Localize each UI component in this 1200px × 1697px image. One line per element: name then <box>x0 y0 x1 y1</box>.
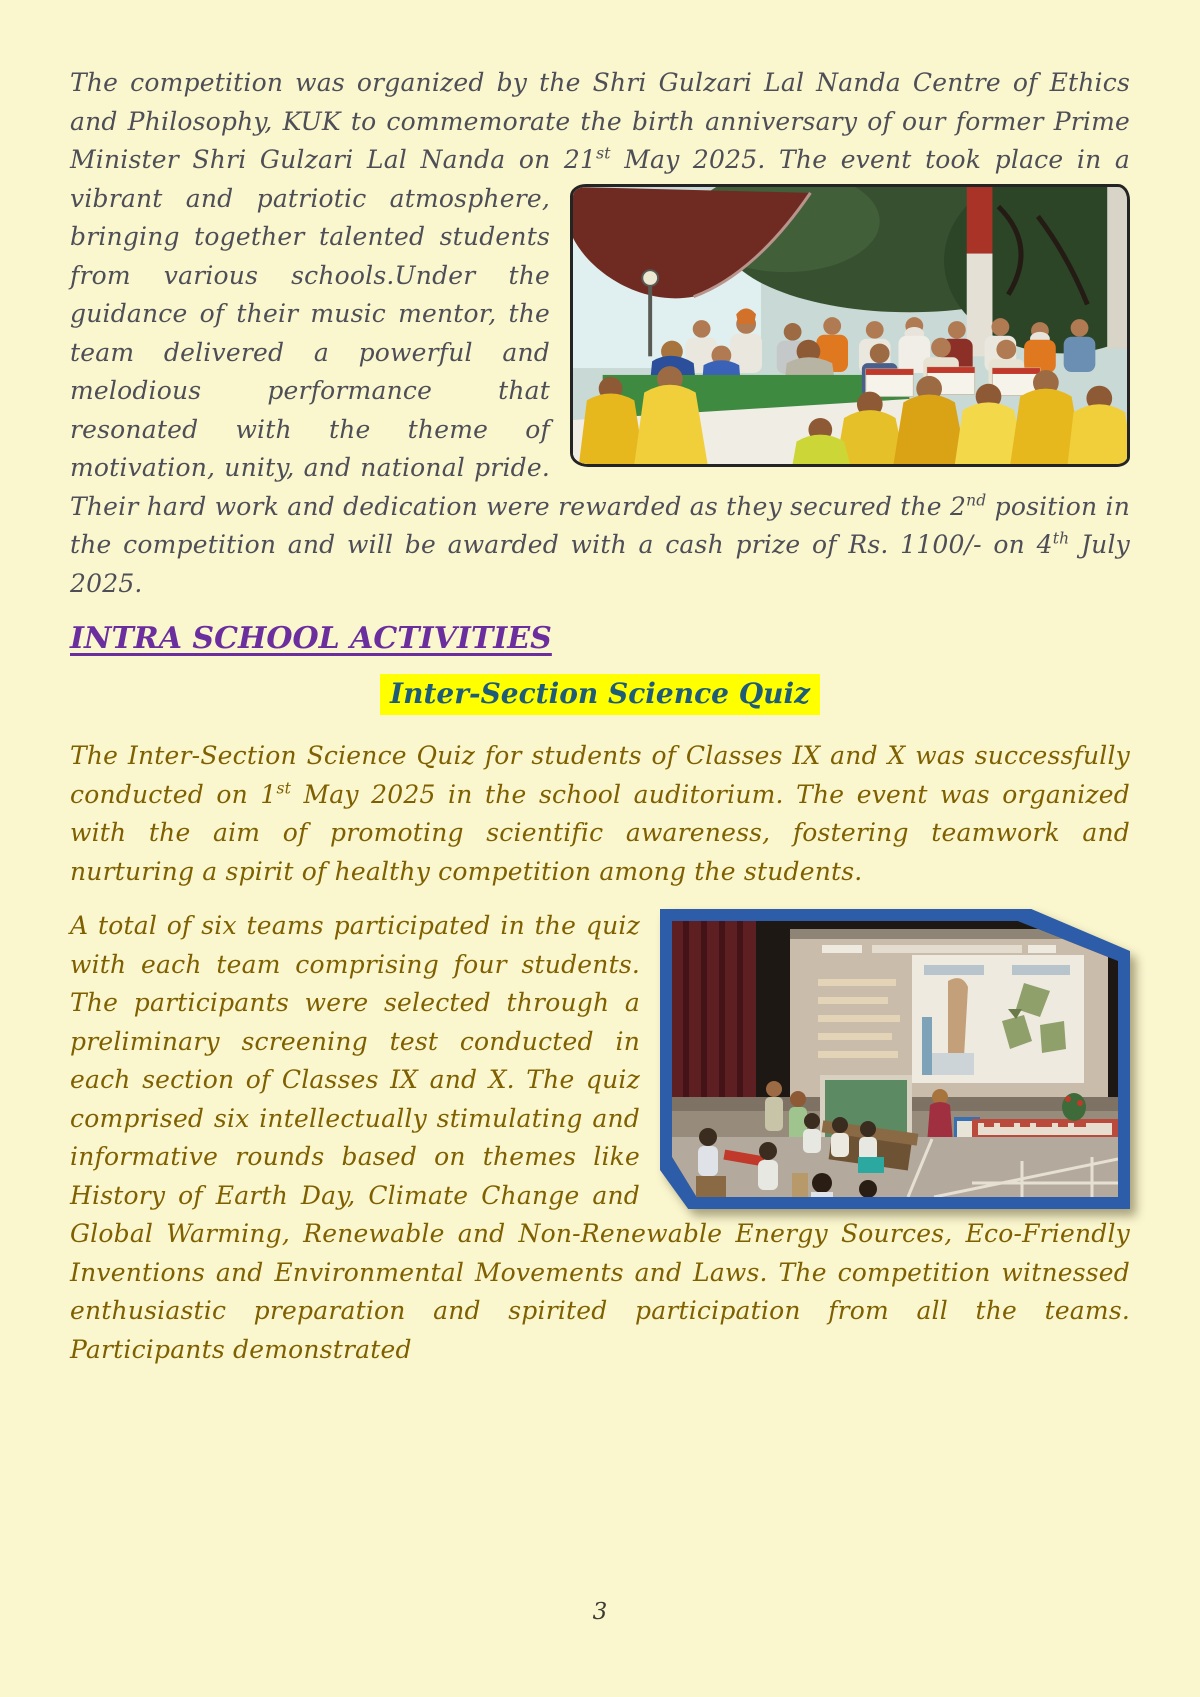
quiz-heading-row <box>70 674 1130 715</box>
quiz-heading-highlight: Inter-Section Science Quiz <box>380 674 820 715</box>
intro-text-seg3: position in the competition and will be awarded with a cash prize of Rs. 1100/- on 4 <box>70 491 1130 559</box>
intro-sup-st: st <box>596 144 611 163</box>
page-number: 3 <box>592 1599 608 1625</box>
quiz-text-seg1: The Inter-Section Science Quiz for students of Classes IX and X was successfully conducted on 1 <box>70 741 1130 809</box>
quiz-sup-st: st <box>276 779 292 798</box>
quiz-auditorium-photo-image <box>672 921 1118 1197</box>
intro-paragraph <box>70 64 1130 603</box>
intro-text-seg4: July 2025. <box>70 530 1130 598</box>
intro-text-seg2: May 2025. The event took place in a vibrant and patriotic atmosphere, bringing together talented students from various schools.Under the guidance of their music mentor, the team delivered a powerful and melodious performance that resonated with the theme of motivation, unity, and national pride. Their hard work and dedication were rewarded as they secured the 2 <box>70 145 1130 521</box>
quiz-auditorium-photo <box>660 909 1130 1209</box>
intro-sup-th: th <box>1052 529 1070 548</box>
teams-text: A total of six teams participated in the quiz with each team comprising four students. The participants were selected through a preliminary screening test conducted in each section of Classes IX and X. The quiz comprised six intellectually stimulating and informative rounds based on themes like History of Earth Day, Climate Change and Global Warming, Renewable and Non-Renewable Energy Sources, Eco-Friendly Inventions and Environmental Movements and Laws. The competition witnessed enthusiastic preparation and spirited participation from all the teams. Participants demonstrated <box>70 911 1130 1364</box>
section-heading-intra-school-activities: INTRA SCHOOL ACTIVITIES <box>70 621 552 656</box>
award-ceremony-photo-image <box>573 187 1127 464</box>
quiz-intro-paragraph <box>70 737 1130 891</box>
intro-text-seg1: The competition was organized by the Shri Gulzari Lal Nanda Centre of Ethics and Philosophy, KUK to commemorate the birth anniversary of our former Prime Minister Shri Gulzari Lal Nanda on 21 <box>70 68 1130 174</box>
award-ceremony-photo <box>570 184 1130 467</box>
quiz-auditorium-photo-frame <box>660 909 1130 1209</box>
intro-sup-nd: nd <box>966 491 987 510</box>
teams-paragraph <box>70 907 1130 1369</box>
award-ceremony-photo-frame <box>570 184 1130 467</box>
quiz-text-seg2: May 2025 in the school auditorium. The event was organized with the aim of promoting scientific awareness, fostering teamwork and nurturing a spirit of healthy competition among the students. <box>70 779 1131 886</box>
